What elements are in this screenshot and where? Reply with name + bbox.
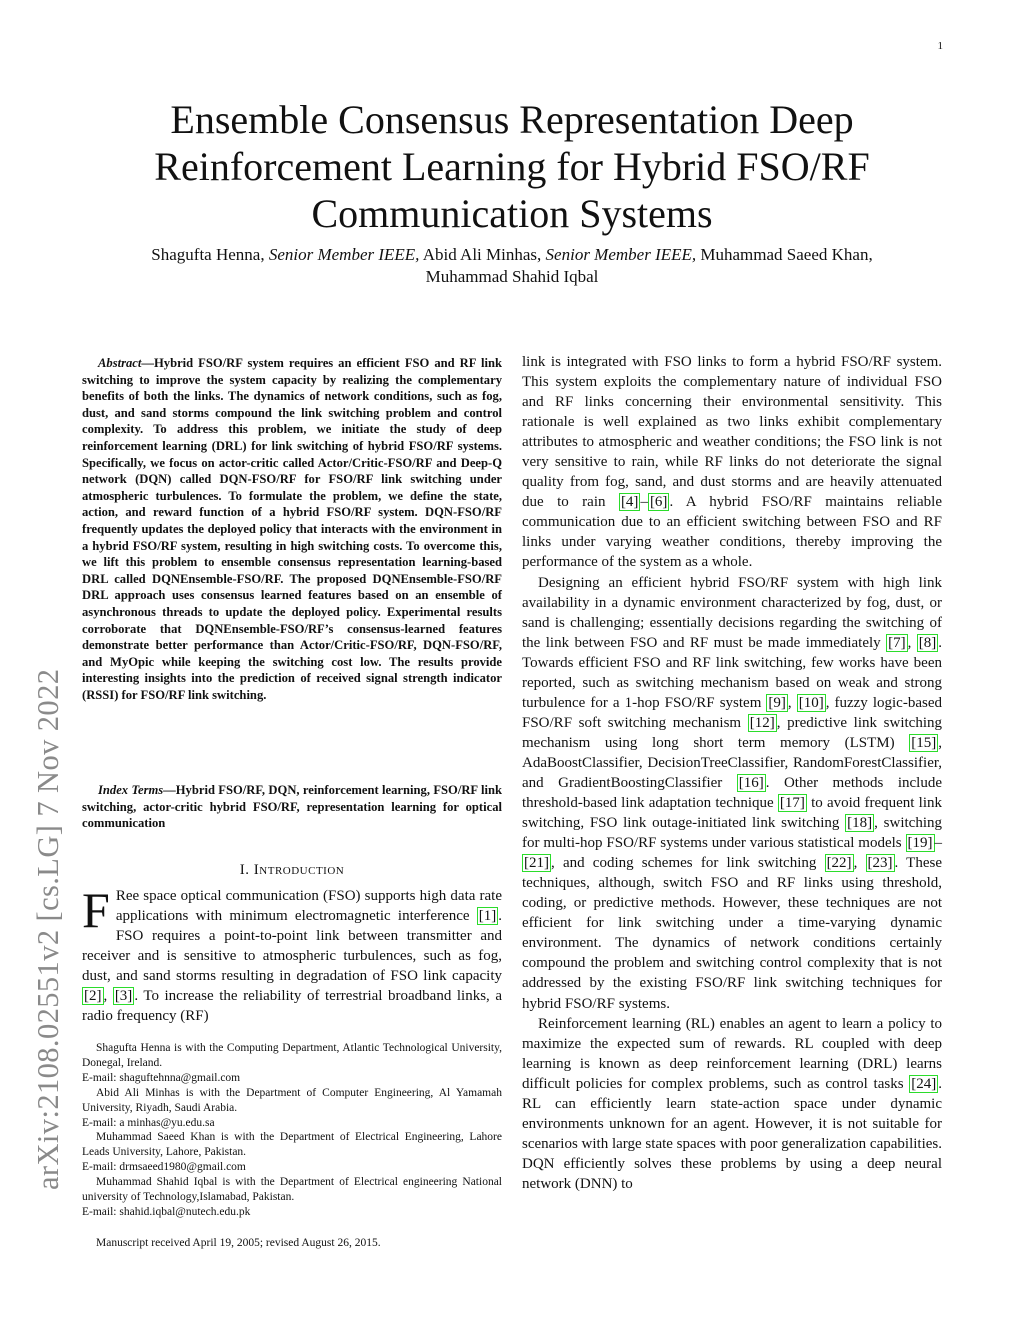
body-text: . These techniques, although, switch FSO and RF links using threshold, coding, or predictive methods. However, these techniques are not efficient for link switching under a time-varying dynamic environment. The dynamics of network conditions certainly compound the problem and switching control complexity that is not addressed by the existing FSO/RF link switching techniques for hybrid FSO/RF systems.: [522, 855, 943, 1012]
body-text: –: [640, 494, 648, 511]
citation-link[interactable]: [4]: [620, 494, 639, 511]
body-text: ,: [787, 694, 797, 711]
author-list: [60, 244, 964, 288]
citation-link[interactable]: [8]: [918, 634, 937, 651]
citation-link[interactable]: [15]: [911, 734, 937, 751]
body-text: Reinforcement learning (RL) enables an agent to learn a policy to maximize the expected sum of rewards. RL coupled with deep learning is known as deep reinforcement learning (DRL) learns difficult policies for complex problems, such as control tasks: [522, 1015, 942, 1092]
citation-link[interactable]: [10]: [798, 694, 824, 711]
citation-link[interactable]: [22]: [826, 855, 852, 872]
footnote-email: E-mail: shaguftehnna@gmail.com: [82, 1071, 241, 1084]
paper-title: Ensemble Consensus Representation Deep Reinforcement Learning for Hybrid FSO/RF Communication Systems: [154, 97, 870, 236]
intro-text: Ree space optical communication (FSO) supports high data rate applications with minimum electromagnetic interference: [115, 888, 502, 925]
body-text: ,: [853, 855, 866, 872]
body-text: ,: [907, 634, 917, 651]
citation-link[interactable]: [24]: [911, 1075, 937, 1092]
citation-link[interactable]: [3]: [114, 988, 133, 1005]
footnote: Muhammad Shahid Iqbal is with the Department of Electrical engineering National university of Technology,Islamabad, Pakistan.: [82, 1176, 502, 1204]
footnote: Muhammad Saeed Khan is with the Department of Electrical Engineering, Lahore Leads University, Lahore, Pakistan.: [82, 1131, 502, 1159]
abstract: [82, 355, 502, 703]
author-henna: Shagufta Henna,: [151, 245, 269, 264]
page-number: 1: [937, 40, 943, 52]
paragraph: [522, 1014, 942, 1194]
section-number: I.: [239, 862, 250, 878]
footnote-email: E-mail: shahid.iqbal@nutech.edu.pk: [82, 1205, 251, 1218]
author-title: Senior Member IEEE,: [545, 245, 697, 264]
citation-link[interactable]: [18]: [847, 815, 873, 832]
body-text: , switching for multi-hop FSO/RF systems under various statistical models: [522, 815, 942, 852]
author-iqbal: Muhammad Shahid Iqbal: [425, 267, 599, 286]
index-terms-label: Index Terms: [98, 783, 164, 797]
citation-link[interactable]: [9]: [768, 694, 786, 711]
body-text: Designing an efficient hybrid FSO/RF system with high link availability in a dynamic environment characterized by fog, dust, or sand is challenging; essentially decisions regarding the switching of the link between FSO and RF must be made immediately: [522, 574, 942, 651]
citation-link[interactable]: [6]: [649, 494, 668, 511]
paragraph: [522, 573, 942, 1014]
body-text: . Towards efficient FSO and RF link switching, few works have been reported, such as switching mechanism based on weak and strong turbulence for a 1-hop FSO/RF system: [522, 634, 943, 711]
body-text: link is integrated with FSO links to form a hybrid FSO/RF system. This system exploits the complementary nature of individual FSO and RF links concerning their environmental sensitivity. This rationale is well explained as two links exhibit complementary attributes to atmospheric and weather conditions; the FSO link is not very sensitive to rain, while RF links do not deteriorate the signal quality from fog, sand, and dust storms and are heavily attenuated due to rain: [522, 354, 942, 511]
manuscript-note: Manuscript received April 19, 2005; revised August 26, 2015.: [96, 1237, 381, 1249]
citation-link[interactable]: [21]: [524, 855, 549, 872]
body-text: , AdaBoostClassifier, DecisionTreeClassifier, RandomForestClassifier, and GradientBoostingClassifier: [522, 734, 942, 791]
author-minhas: Abid Ali Minhas,: [419, 245, 546, 264]
intro-text: ,: [103, 988, 113, 1005]
intro-paragraph: [82, 882, 503, 1026]
body-text: . RL can efficiently learn state-action space under dynamic environments unknown for an agent. However, it is not suitable for scenarios with large state spaces with poor generalization capabilities. DQN efficiently solves these problems by using a deep neural network (DNN) to: [522, 1075, 942, 1192]
citation-link[interactable]: [23]: [867, 855, 893, 872]
index-terms-text: —Hybrid FSO/RF, DQN, reinforcement learning, FSO/RF link switching, actor-critic hybrid FSO/RF, representation learning for optical communication: [82, 783, 502, 831]
index-terms: [82, 782, 502, 832]
body-text: , and coding schemes for link switching: [551, 855, 825, 872]
abstract-text: —Hybrid FSO/RF system requires an efficient FSO and RF link switching to improve the system capacity by realizing the complementary benefits of both the links. The dynamics of network conditions, such as fog, dust, and sand storms compound the link switching problem and control complexity. To address this problem, we initiate the study of deep reinforcement learning (DRL) for link switching of hybrid FSO/RF systems. Specifically, we focus on actor-critic called Actor/Critic-FSO/RF and Deep-Q network (DQN) called DQN-FSO/RF for FSO/RF link switching under atmospheric turbulences. To formulate the problem, we define the state, action, and reward function of a hybrid FSO/RF system. DQN-FSO/RF frequently updates the deployed policy that interacts with the environment in a hybrid FSO/RF system, resulting in high switching costs. To overcome this, we lift this problem to ensemble consensus representation learning-based DRL called DQNEnsemble-FSO/RF. The proposed DQNEnsemble-FSO/RF DRL approach uses consensus learned features based on an ensemble of asynchronous threads to update the deployed policy. Experimental results corroborate that DQNEnsemble-FSO/RF’s consensus-learned features demonstrate better performance than Actor/Critic-FSO/RF, DQN-FSO/RF, and MyOpic while keeping the switching cost low. The results provide interesting insights into the prediction of received signal strength indicator (RSSI) for FSO/RF link switching.: [82, 356, 502, 702]
body-text: , fuzzy logic-based FSO/RF soft switching mechanism: [522, 694, 942, 731]
author-khan: Muhammad Saeed Khan,: [696, 245, 873, 264]
citation-link[interactable]: [1]: [478, 908, 497, 925]
paragraph: [522, 352, 942, 573]
citation-link[interactable]: [19]: [907, 835, 933, 852]
footnotes: [82, 1041, 502, 1220]
body-text: –: [934, 835, 942, 852]
author-title: Senior Member IEEE,: [268, 245, 420, 264]
body-text: . Other methods include threshold-based link adaptation technique: [522, 774, 942, 812]
footnote-email: E-mail: a minhas@yu.edu.sa: [82, 1116, 215, 1129]
abstract-label: Abstract: [98, 356, 142, 370]
footnote: Abid Ali Minhas is with the Department of Computer Engineering, Al Yamamah University, Riyadh, Saudi Arabia.: [82, 1086, 502, 1114]
citation-link[interactable]: [12]: [749, 714, 775, 731]
footnote-email: E-mail: drmsaeed1980@gmail.com: [82, 1161, 246, 1174]
intro-text: . To increase the reliability of terrestrial broadband links, a radio frequency (RF): [82, 988, 503, 1025]
section-heading: [82, 860, 502, 880]
citation-link[interactable]: [17]: [779, 795, 805, 812]
citation-link[interactable]: [2]: [84, 988, 102, 1005]
drop-cap: F: [82, 882, 110, 938]
right-column: [522, 352, 942, 1194]
intro-text: . FSO requires a point-to-point link between transmitter and receiver and is sensitive to atmospheric turbulences, such as fog, dust, and sand storms resulting in degradation of FSO link capacity: [82, 908, 502, 985]
citation-link[interactable]: [7]: [888, 634, 906, 651]
body-text: to avoid frequent link switching, FSO link outage-initiated link switching: [522, 795, 942, 832]
body-text: . A hybrid FSO/RF maintains reliable communication due to an efficient switching between FSO and RF links under varying weather conditions, thereby improving the performance of the system as a whole.: [522, 494, 942, 571]
citation-link[interactable]: [16]: [738, 774, 764, 791]
arxiv-identifier: arXiv:2108.02551v2 [cs.LG] 7 Nov 2022: [31, 668, 65, 1190]
body-text: , predictive link switching mechanism using long short term memory (LSTM): [522, 714, 942, 751]
footnote: Shagufta Henna is with the Computing Department, Atlantic Technological University, Donegal, Ireland.: [82, 1042, 502, 1069]
section-title: Introduction: [253, 862, 345, 878]
